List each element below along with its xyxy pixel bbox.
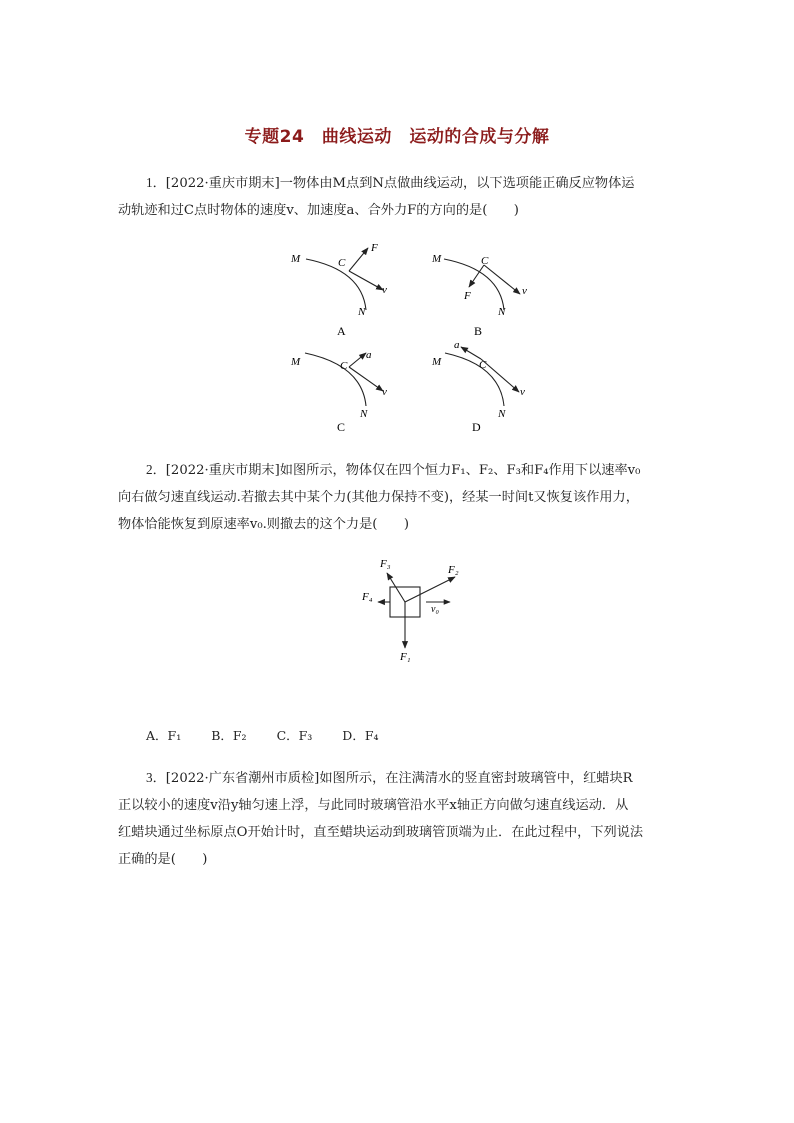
question-source: [2022·重庆市期末] [165, 176, 280, 191]
arrow-label: F [371, 242, 378, 254]
trajectory-curve [444, 259, 504, 310]
question-text: 正确的是( ) [118, 852, 208, 867]
velocity-v0-label: v₀ [431, 604, 439, 615]
point-c-label: C [481, 255, 489, 267]
velocity-arrow [349, 271, 383, 290]
point-n-label: N [360, 408, 368, 420]
force-f2-label: F₂ [448, 564, 459, 576]
question-text: 正以较小的速度v沿y轴匀速上浮，与此同时玻璃管沿水平x轴正方向做匀速直线运动．从 [118, 798, 629, 813]
option-a[interactable]: A．F₁ [146, 728, 182, 743]
question-text: 如图所示，在注满清水的竖直密封玻璃管中，红蜡块R [319, 771, 633, 786]
option-label: A [337, 324, 346, 338]
point-c-label: C [340, 360, 348, 372]
point-m-label: M [432, 253, 442, 265]
acceleration-arrow [461, 347, 481, 359]
q2-force-diagram [0, 550, 794, 670]
velocity-label: v [522, 285, 527, 297]
velocity-arrow [481, 359, 519, 392]
page-title: 专题24 曲线运动 运动的合成与分解 [244, 127, 550, 147]
question-1 [118, 169, 682, 224]
question-text: 如图所示，物体仅在四个恒力F₁、F₂、F₃和F₄作用下以速率v₀ [279, 463, 641, 478]
question-text: 一物体由M点到N点做曲线运动，以下选项能正确反应物体运 [279, 176, 635, 191]
question-text: 红蜡块通过坐标原点O开始计时，直至蜡块运动到玻璃管顶端为止．在此过程中，下列说法 [118, 825, 644, 840]
force-f1-label: F₁ [400, 651, 411, 663]
option-c[interactable]: C．F₃ [276, 728, 313, 743]
arrow-label: a [366, 349, 372, 361]
point-n-label: N [498, 306, 506, 318]
q2-options [146, 726, 405, 744]
velocity-label: v [382, 386, 387, 398]
question-text: 向右做匀速直线运动.若撤去其中某个力(其他力保持不变)，经某一时间t又恢复该作用力， [118, 490, 639, 505]
option-label: D [472, 420, 481, 434]
point-m-label: M [432, 356, 442, 368]
question-2 [118, 456, 682, 538]
question-text: 动轨迹和过C点时物体的速度v、加速度a、合外力F的方向的是( ) [118, 203, 519, 218]
option-label: C [337, 420, 346, 434]
question-3 [118, 764, 682, 873]
option-label: B [474, 324, 483, 338]
question-number: 2． [146, 462, 166, 477]
q1-figure [0, 238, 794, 438]
question-number: 1． [146, 175, 166, 190]
velocity-arrow [349, 367, 383, 391]
option-d[interactable]: D．F₄ [342, 728, 379, 743]
point-c-label: C [338, 257, 346, 269]
figure-c [290, 349, 387, 434]
trajectory-curve [306, 259, 366, 310]
figure-d [431, 339, 525, 434]
figure-b [431, 253, 527, 338]
option-b[interactable]: B．F₂ [211, 728, 247, 743]
point-n-label: N [358, 306, 366, 318]
point-m-label: M [291, 253, 301, 265]
force-arrow [469, 265, 484, 287]
point-n-label: N [498, 408, 506, 420]
force-f4-label: F₄ [362, 591, 373, 603]
force-arrow [349, 248, 368, 271]
question-number: 3． [146, 770, 166, 785]
force-f2-arrow [405, 577, 455, 602]
arrow-label: a [454, 339, 460, 351]
velocity-label: v [520, 386, 525, 398]
figure-a [290, 242, 387, 338]
force-f3-label: F₃ [380, 558, 391, 570]
point-c-label: C [479, 359, 487, 371]
arrow-label: F [464, 290, 471, 302]
acceleration-arrow [349, 353, 366, 367]
question-source: [2022·广东省潮州市质检] [165, 771, 320, 786]
question-text: 物体恰能恢复到原速率v₀.则撤去的这个力是( ) [118, 517, 409, 532]
velocity-label: v [382, 284, 387, 296]
point-m-label: M [291, 356, 301, 368]
question-source: [2022·重庆市期末] [165, 463, 280, 478]
trajectory-curve [445, 353, 504, 406]
